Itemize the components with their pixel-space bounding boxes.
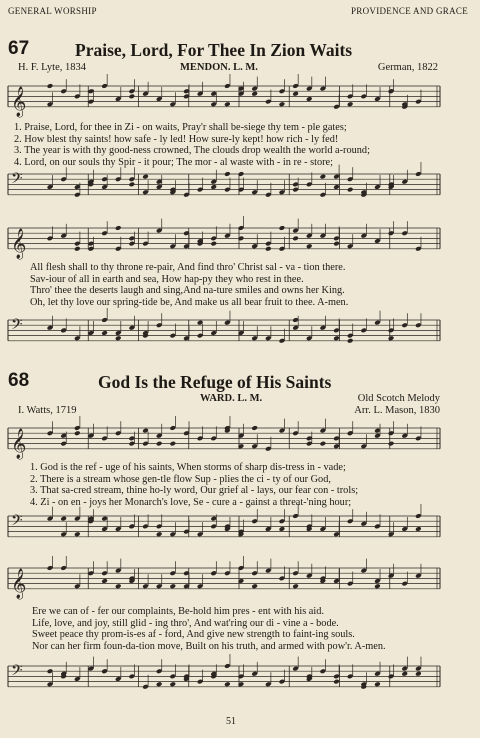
- svg-text:𝄞: 𝄞: [11, 568, 27, 599]
- hymn-67-number: 67: [8, 38, 30, 59]
- hymn-68-treble-staff-1: [0, 420, 480, 464]
- svg-text:𝄞: 𝄞: [11, 228, 27, 259]
- verse-line: Oh, let thy love our spring-tide be, And make us all bear fruit to thee. A-men.: [30, 296, 349, 308]
- hymn-68-verses-a: [30, 462, 358, 508]
- hymn-68-composer: Old Scotch Melody: [357, 393, 440, 404]
- verse-line: Sav-iour of all in earth and sea, How hap-py they who rest in thee.: [30, 273, 304, 285]
- hymn-67-verses-a: [14, 122, 370, 168]
- verse-line: 3. The year is with thy good-ness crowned, The clouds drop wealth the world a-round;: [14, 145, 370, 156]
- verse-line: 2. How blest thy saints! how safe - ly led! How sure-ly kept! how rich - ly fed!: [14, 133, 339, 145]
- hymn-68-verses-b: [32, 606, 386, 652]
- hymn-68-author: I. Watts, 1719: [18, 405, 77, 416]
- verse-line: 1. God is the ref - uge of his saints, When storms of sharp dis-tress in - vade;: [30, 462, 346, 473]
- verse-line: Ere we can of - fer our complaints, Be-hold him pres - ent with his aid.: [32, 606, 324, 617]
- verse-line: 4. Zi - on en - joys her Monarch's love, Se - cure a - gainst a threat-'ning hour;: [30, 496, 352, 508]
- hymn-67-composer: German, 1822: [377, 62, 438, 73]
- svg-text:𝄞: 𝄞: [11, 86, 27, 117]
- page-number: 51: [226, 716, 236, 727]
- hymn-67-title: Praise, Lord, For Thee In Zion Waits: [75, 40, 353, 60]
- verse-line: All flesh shall to thy throne re-pair, And find thro' Christ sal - va - tion there.: [30, 262, 346, 273]
- svg-text:𝄢: 𝄢: [11, 170, 23, 191]
- svg-text:𝄞: 𝄞: [11, 428, 27, 459]
- hymn-67-treble-staff-1: [0, 78, 480, 122]
- verse-line: 2. There is a stream whose gen-tle flow Sup - plies the ci - ty of our God,: [30, 473, 331, 485]
- verse-line: 1. Praise, Lord, for thee in Zi - on waits, Pray'r shall be-siege thy tem - ple gates;: [14, 122, 347, 133]
- hymn-67-verses-b: [30, 262, 348, 308]
- verse-line: 4. Lord, on our souls thy Spir - it pour; The mor - al waste with - in re - store;: [14, 156, 333, 168]
- svg-text:𝄢: 𝄢: [11, 662, 23, 683]
- running-header-left: GENERAL WORSHIP: [8, 6, 97, 16]
- verse-line: Nor can her firm foun-da-tion move, Built on his truth, and armed with pow'r. A-men.: [32, 640, 386, 652]
- verse-line: Sweet peace thy prom-is-es af - ford, And give new strength to faint-ing souls.: [32, 629, 355, 640]
- hymn-68-treble-staff-2: [0, 560, 480, 604]
- hymn-67-bass-staff-1: [0, 166, 480, 210]
- svg-text:𝄢: 𝄢: [11, 316, 23, 337]
- svg-text:𝄢: 𝄢: [11, 512, 23, 533]
- hymn-68-title: God Is the Refuge of His Saints: [98, 372, 332, 392]
- running-header-right: PROVIDENCE AND GRACE: [350, 6, 468, 16]
- hymn-67-author: H. F. Lyte, 1834: [18, 62, 86, 73]
- hymn-68-number: 68: [8, 370, 30, 391]
- verse-line: Life, love, and joy, still glid - ing thro', And wat'ring our di - vine a - bode.: [32, 617, 339, 629]
- hymn-68-bass-staff-1: [0, 508, 480, 552]
- hymn-68-arranger: Arr. L. Mason, 1830: [354, 405, 440, 416]
- hymn-68-bass-staff-2: [0, 658, 480, 702]
- verse-line: 3. That sa-cred stream, thine ho-ly word, Our grief al - lays, our fear con - trols;: [30, 485, 359, 496]
- hymn-67-tune: MENDON. L. M.: [180, 62, 258, 73]
- hymn-68-tune: WARD. L. M.: [200, 393, 263, 404]
- hymn-67-treble-staff-2: [0, 220, 480, 264]
- verse-line: Thro' thee the deserts laugh and sing,And na-ture smiles and owns her King.: [30, 285, 345, 296]
- hymn-67-bass-staff-2: [0, 312, 480, 356]
